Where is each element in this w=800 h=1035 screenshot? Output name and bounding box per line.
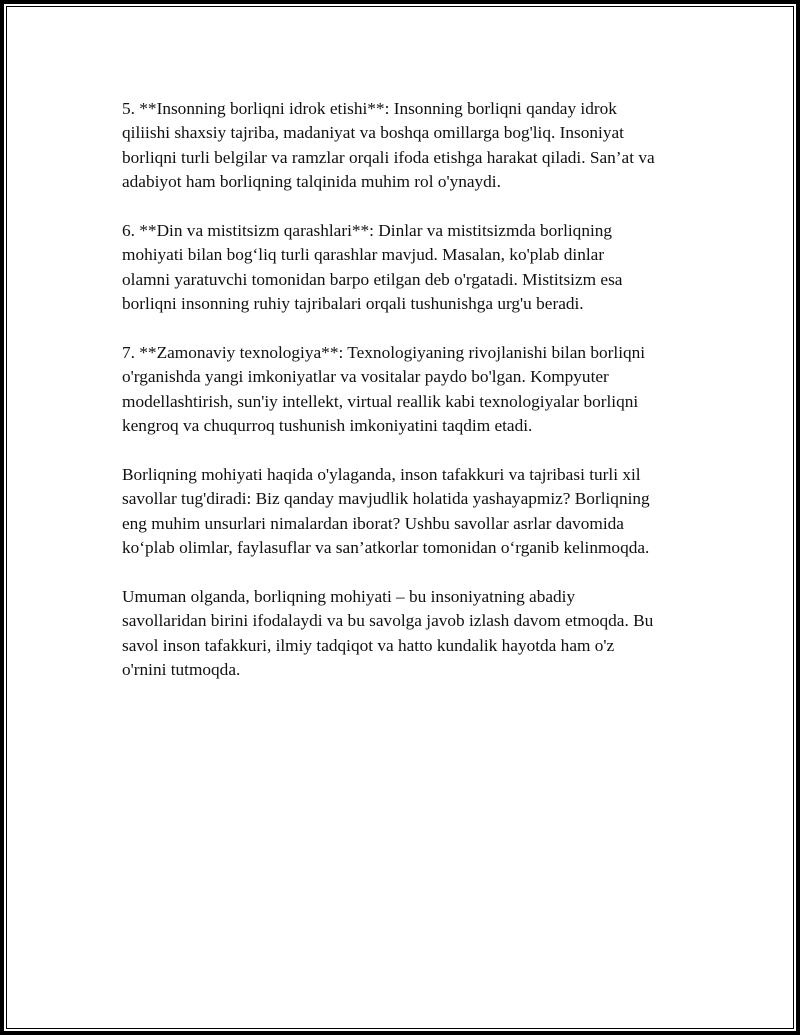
text-line: 5. **Insonning borliqni idrok etishi**: Insonning borliqni qanday idrok [122,99,617,118]
text-line: 7. **Zamonaviy texnologiya**: Texnologiyaning rivojlanishi bilan borliqni [122,343,646,363]
text-line: modellashtirish, sun'iy intellekt, virtual reallik kabi texnologiyalar borliqni [122,391,639,411]
document-body [122,97,696,707]
paragraph-questions [122,463,696,561]
paragraph-religion [122,219,696,317]
text-line: o'rnini tutmoqda. [122,660,241,680]
text-line: qiliishi shaxsiy tajriba, madaniyat va boshqa omillarga bog'liq. Insoniyat [122,123,624,143]
text-line: ko‘plab olimlar, faylasuflar va san’atkorlar tomonidan o‘rganib kelinmoqda. [122,538,650,558]
text-line: savol inson tafakkuri, ilmiy tadqiqot va hatto kundalik hayotda ham o'z [122,635,615,655]
text-line: savollaridan birini ifodalaydi va bu savolga javob izlash davom etmoqda. Bu [122,611,654,631]
text-line: Umuman olganda, borliqning mohiyati – bu insoniyatning abadiy [122,587,576,607]
text-line: savollar tug'diradi: Biz qanday mavjudlik holatida yashayapmiz? Borliqning [122,489,650,509]
text-line: borliqni turli belgilar va ramzlar orqali ifoda etishga harakat qiladi. San’at va [122,147,655,167]
text-line: kengroq va chuqurroq tushunish imkoniyatini taqdim etadi. [122,416,533,436]
text-line: 6. **Din va mistitsizm qarashlari**: Dinlar va mistitsizmda borliqning [122,221,613,241]
text-line: o'rganishda yangi imkoniyatlar va vositalar paydo bo'lgan. Kompyuter [122,367,609,387]
text-line: adabiyot ham borliqning talqinida muhim rol o'ynaydi. [122,172,501,192]
text-line: borliqni insonning ruhiy tajribalari orqali tushunishga urg'u beradi. [122,294,584,314]
text-line: Borliqning mohiyati haqida o'ylaganda, inson tafakkuri va tajribasi turli xil [122,465,641,485]
paragraph-technology [122,341,696,439]
text-line: mohiyati bilan bog‘liq turli qarashlar mavjud. Masalan, ko'plab dinlar [122,245,605,265]
paragraph-perception [122,97,696,195]
paragraph-conclusion [122,585,696,683]
text-line: olamni yaratuvchi tomonidan barpo etilgan deb o'rgatadi. Mistitsizm esa [122,269,623,289]
text-line: eng muhim unsurlari nimalardan iborat? Ushbu savollar asrlar davomida [122,513,624,533]
